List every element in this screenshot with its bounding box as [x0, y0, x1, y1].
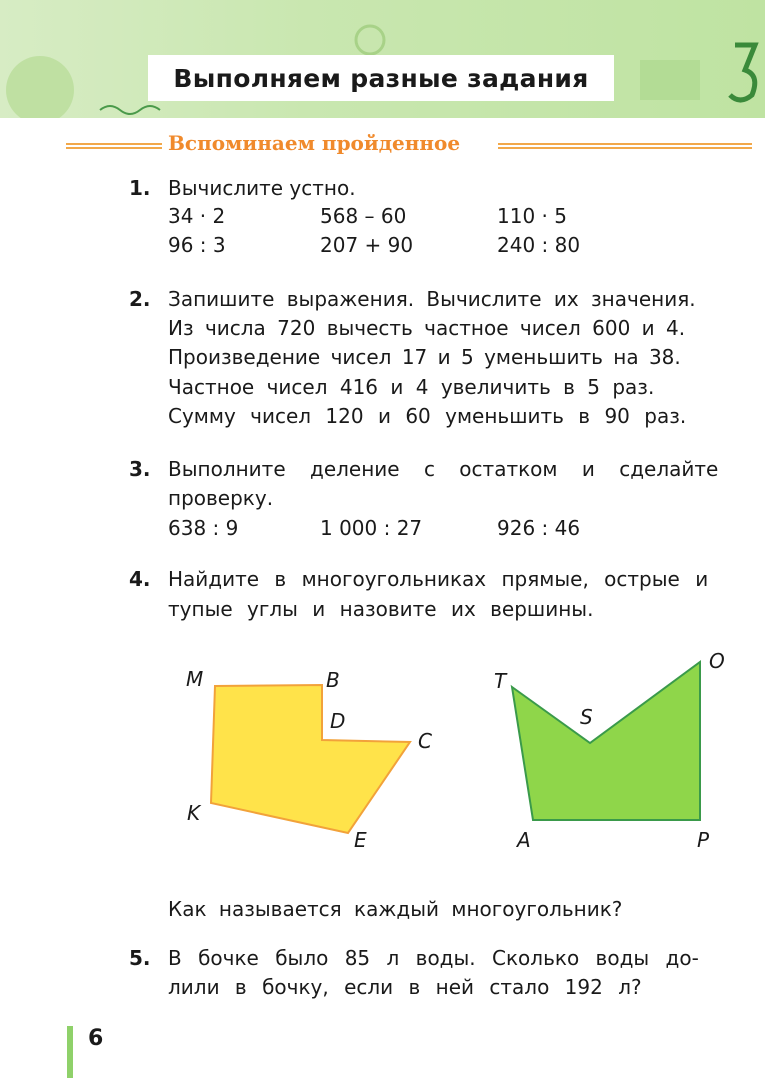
- task-3-line: Выполните деление с остатком и сделайте: [168, 457, 719, 481]
- task-1-expr: 568 – 60: [320, 204, 407, 228]
- task-2-line: Запишите выражения. Вычислите их значения.: [168, 287, 696, 311]
- task-3-line: проверку.: [168, 486, 274, 510]
- task-2-number: 2.: [129, 287, 151, 311]
- task-2-line: Произведение чисел 17 и 5 уменьшить на 38.: [168, 345, 681, 369]
- task-4-line: тупые углы и назовите их вершины.: [168, 597, 594, 621]
- task-3-number: 3.: [129, 457, 151, 481]
- vertex-label-m: M: [186, 667, 204, 691]
- vertex-label-p: P: [697, 828, 710, 852]
- task-2-line: Из числа 720 вычесть частное чисел 600 и 4.: [168, 316, 686, 340]
- vertex-label-o: O: [709, 649, 725, 673]
- task-1-expr: 240 : 80: [497, 233, 581, 257]
- task-4-question: Как называется каждый многоугольник?: [168, 897, 623, 921]
- vertex-label-b: B: [326, 668, 340, 692]
- task-1-number: 1.: [129, 176, 151, 200]
- section-title: Вспоминаем пройденное: [168, 131, 461, 155]
- task-3-expr: 926 : 46: [497, 516, 581, 540]
- task-5-line: лили в бочку, если в ней стало 192 л?: [168, 975, 642, 999]
- polygons-figure: [0, 640, 765, 860]
- vertex-label-e: E: [354, 828, 367, 852]
- task-4-line: Найдите в многоугольниках прямые, острые и: [168, 567, 709, 591]
- task-3-expr: 638 : 9: [168, 516, 239, 540]
- section-divider-right: [498, 143, 752, 149]
- page-title: Выполняем разные задания: [148, 55, 614, 101]
- task-1-expr: 110 · 5: [497, 204, 567, 228]
- polygon-tsopa: [512, 662, 700, 820]
- page-number-bar: [67, 1026, 73, 1078]
- vertex-label-c: C: [418, 729, 432, 753]
- page-number: 6: [88, 1026, 104, 1051]
- vertex-label-a: A: [517, 828, 531, 852]
- polygon-mbdcek: [211, 685, 410, 833]
- task-1-expr: 207 + 90: [320, 233, 414, 257]
- section-divider-left: [66, 143, 162, 149]
- vertex-label-d: D: [330, 709, 346, 733]
- task-1-expr: 34 · 2: [168, 204, 226, 228]
- vertex-label-k: K: [187, 801, 201, 825]
- task-3-expr: 1 000 : 27: [320, 516, 423, 540]
- task-2-line: Частное чисел 416 и 4 увеличить в 5 раз.: [168, 375, 655, 399]
- task-5-line: В бочке было 85 л воды. Сколько воды до-: [168, 946, 699, 970]
- task-1-text: Вычислите устно.: [168, 176, 356, 200]
- task-4-number: 4.: [129, 567, 151, 591]
- task-2-line: Сумму чисел 120 и 60 уменьшить в 90 раз.: [168, 404, 687, 428]
- vertex-label-s: S: [580, 705, 593, 729]
- task-1-expr: 96 : 3: [168, 233, 226, 257]
- task-5-number: 5.: [129, 946, 151, 970]
- vertex-label-t: T: [494, 669, 507, 693]
